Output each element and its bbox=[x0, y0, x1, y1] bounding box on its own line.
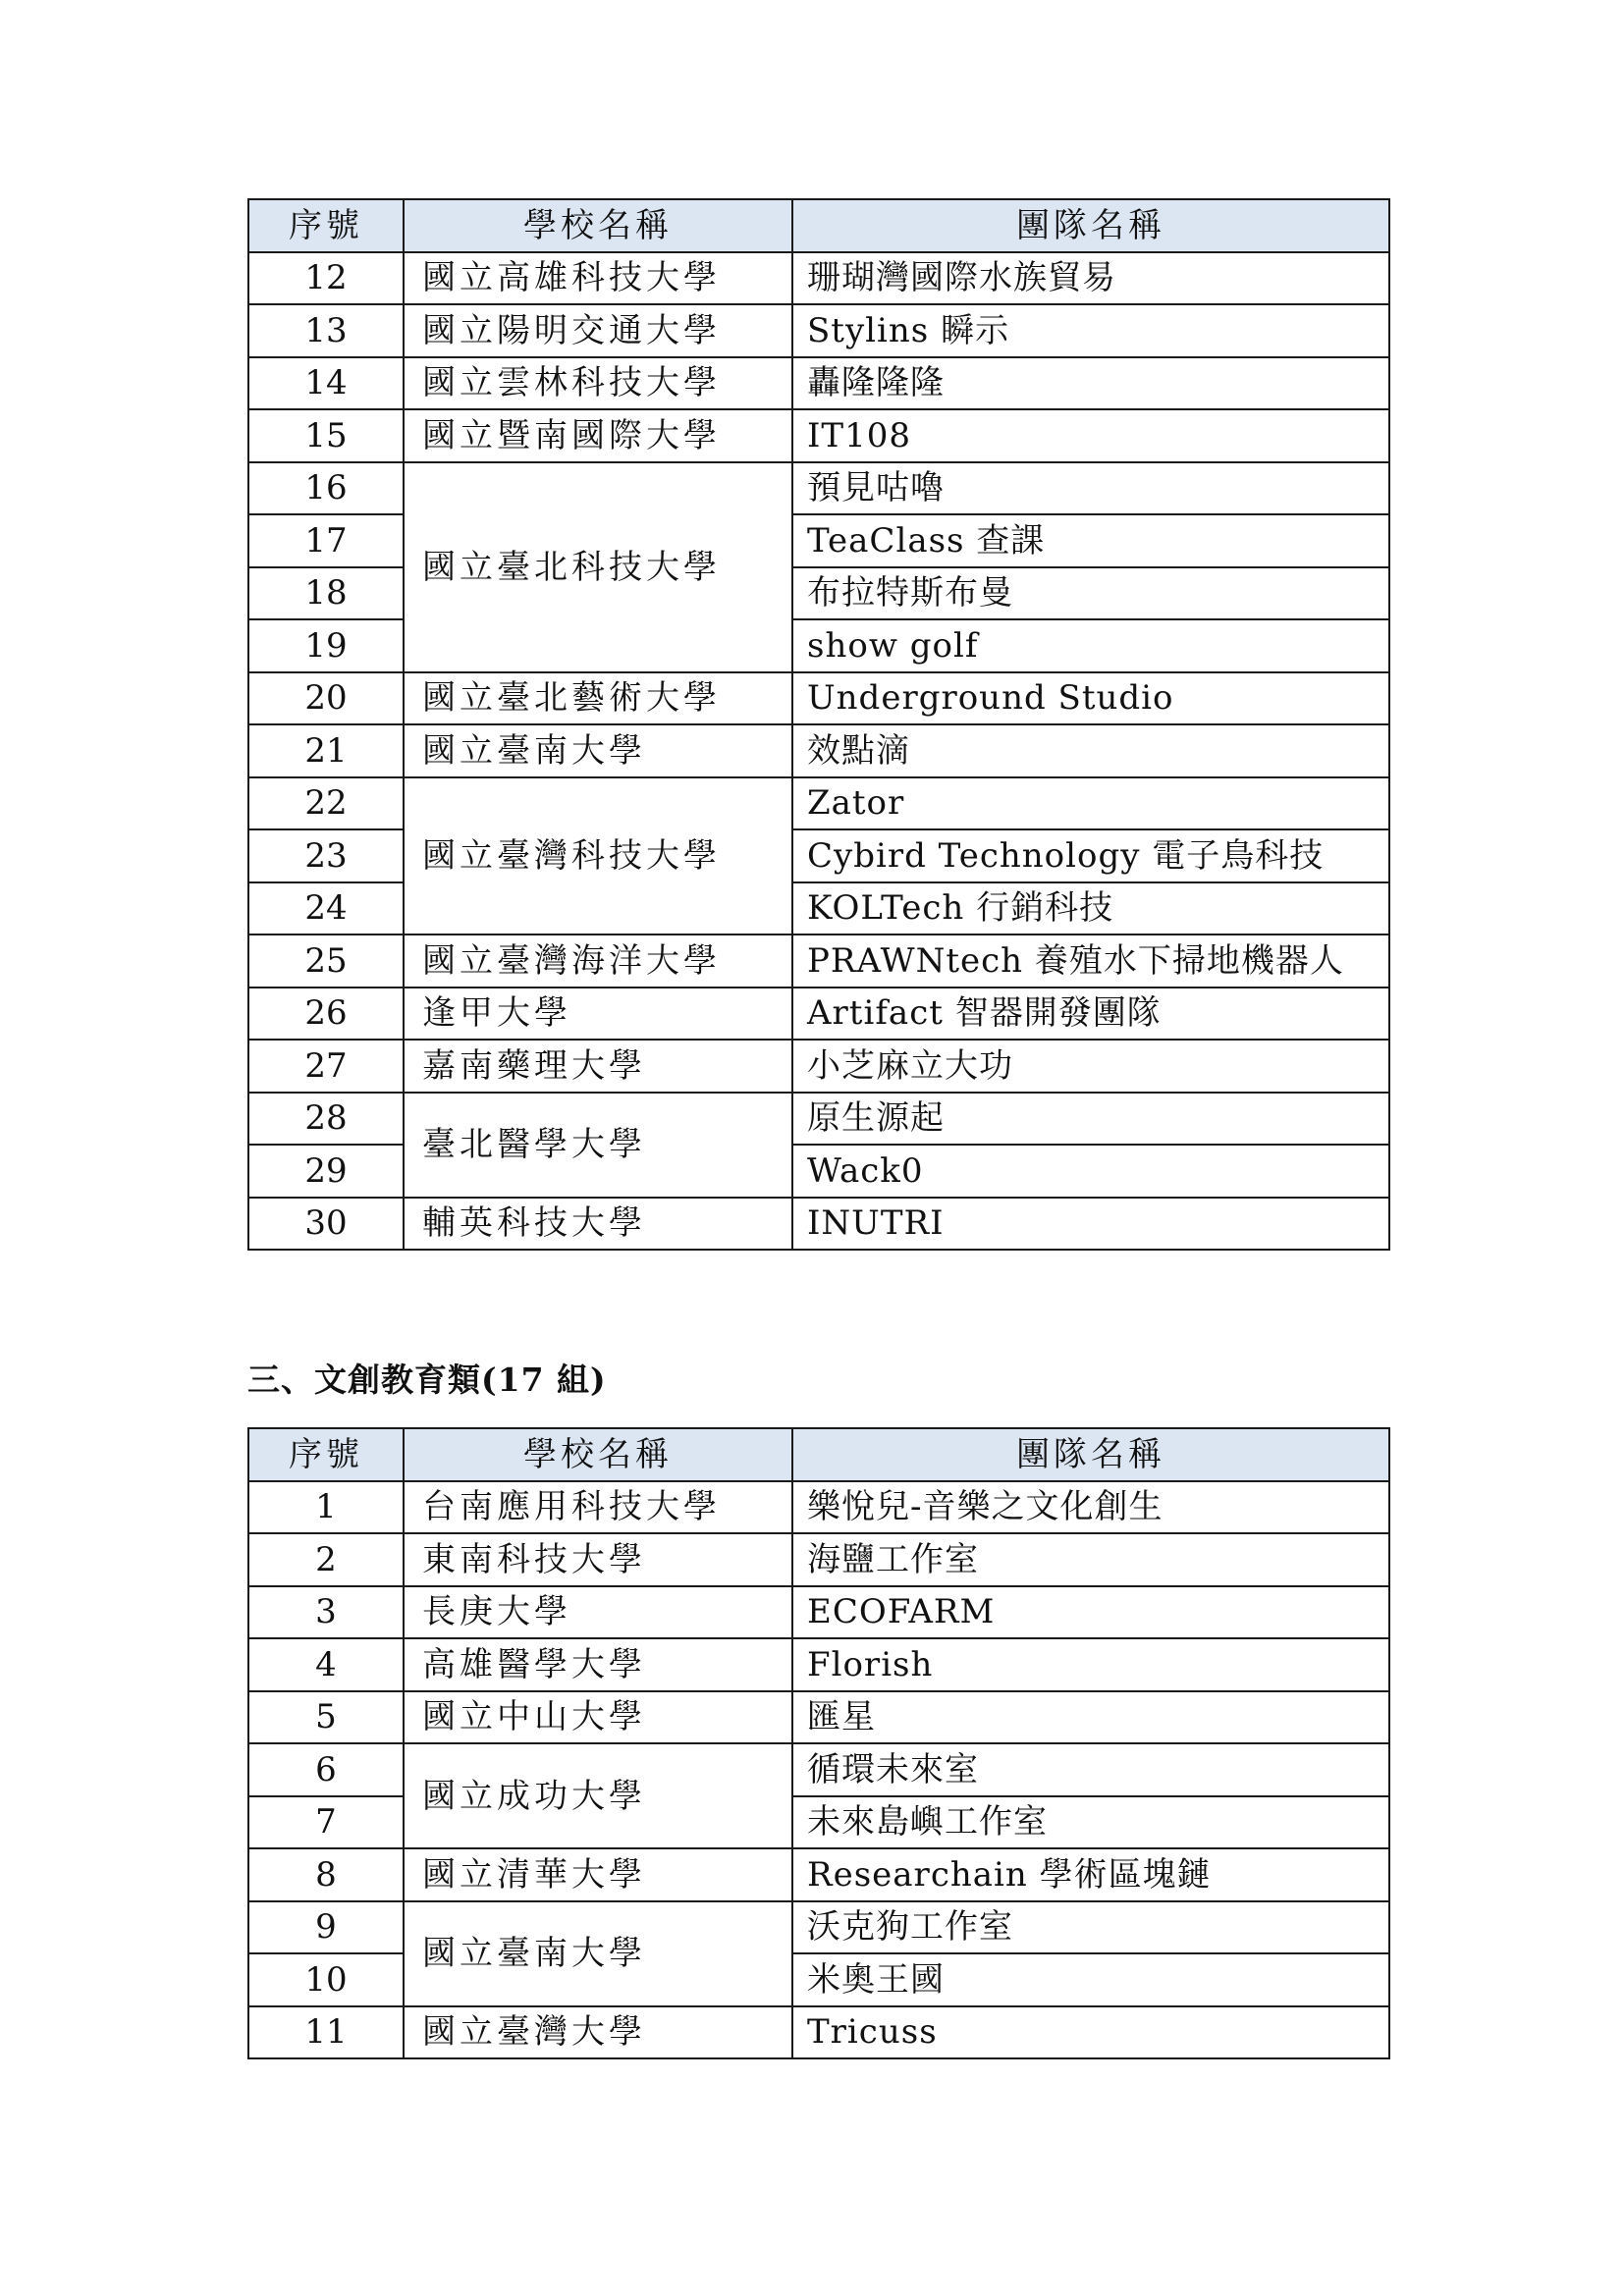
team-table-top bbox=[247, 198, 1390, 1251]
team-name-cell: 沃克狗工作室 bbox=[792, 1901, 1389, 1954]
team-name-cell: PRAWNtech 養殖水下掃地機器人 bbox=[792, 934, 1389, 988]
school-name-cell: 東南科技大學 bbox=[404, 1533, 792, 1586]
table-header-row bbox=[248, 1428, 1389, 1481]
team-name-cell: Cybird Technology 電子鳥科技 bbox=[792, 829, 1389, 882]
serial-number-cell: 18 bbox=[248, 567, 404, 620]
header-team-name: 團隊名稱 bbox=[792, 1428, 1389, 1481]
serial-number-cell: 11 bbox=[248, 2006, 404, 2059]
team-name-cell: 小芝麻立大功 bbox=[792, 1040, 1389, 1093]
team-name-cell: 米奧王國 bbox=[792, 1953, 1389, 2006]
serial-number-cell: 1 bbox=[248, 1481, 404, 1534]
team-name-cell: Zator bbox=[792, 777, 1389, 830]
serial-number-cell: 19 bbox=[248, 619, 404, 672]
school-name-cell: 國立臺南大學 bbox=[404, 724, 792, 777]
table-row bbox=[248, 252, 1389, 305]
school-name-cell: 國立雲林科技大學 bbox=[404, 357, 792, 410]
school-name-cell: 國立陽明交通大學 bbox=[404, 304, 792, 357]
header-school-name: 學校名稱 bbox=[404, 199, 792, 252]
school-name-cell: 高雄醫學大學 bbox=[404, 1638, 792, 1691]
serial-number-cell: 27 bbox=[248, 1040, 404, 1093]
team-name-cell: INUTRI bbox=[792, 1198, 1389, 1251]
table-row bbox=[248, 1481, 1389, 1534]
serial-number-cell: 20 bbox=[248, 672, 404, 725]
school-name-cell: 臺北醫學大學 bbox=[404, 1093, 792, 1198]
table-row bbox=[248, 1901, 1389, 1954]
serial-number-cell: 8 bbox=[248, 1848, 404, 1901]
school-name-cell: 國立臺灣科技大學 bbox=[404, 777, 792, 935]
team-name-cell: ECOFARM bbox=[792, 1586, 1389, 1639]
school-name-cell: 逢甲大學 bbox=[404, 988, 792, 1041]
team-table-top-body bbox=[248, 252, 1389, 1251]
team-name-cell: Stylins 瞬示 bbox=[792, 304, 1389, 357]
table-row bbox=[248, 409, 1389, 462]
serial-number-cell: 30 bbox=[248, 1198, 404, 1251]
team-name-cell: show golf bbox=[792, 619, 1389, 672]
serial-number-cell: 13 bbox=[248, 304, 404, 357]
header-serial-number: 序號 bbox=[248, 199, 404, 252]
school-name-cell: 國立清華大學 bbox=[404, 1848, 792, 1901]
serial-number-cell: 26 bbox=[248, 988, 404, 1041]
school-name-cell: 國立臺北科技大學 bbox=[404, 462, 792, 672]
school-name-cell: 國立高雄科技大學 bbox=[404, 252, 792, 305]
team-name-cell: 海鹽工作室 bbox=[792, 1533, 1389, 1586]
serial-number-cell: 23 bbox=[248, 829, 404, 882]
serial-number-cell: 21 bbox=[248, 724, 404, 777]
team-name-cell: Artifact 智器開發團隊 bbox=[792, 988, 1389, 1041]
table-row bbox=[248, 988, 1389, 1041]
serial-number-cell: 7 bbox=[248, 1796, 404, 1849]
team-name-cell: Wack0 bbox=[792, 1145, 1389, 1198]
serial-number-cell: 5 bbox=[248, 1691, 404, 1744]
team-name-cell: 匯星 bbox=[792, 1691, 1389, 1744]
team-name-cell: 珊瑚灣國際水族貿易 bbox=[792, 252, 1389, 305]
school-name-cell: 嘉南藥理大學 bbox=[404, 1040, 792, 1093]
team-name-cell: 樂悅兒-音樂之文化創生 bbox=[792, 1481, 1389, 1534]
serial-number-cell: 22 bbox=[248, 777, 404, 830]
serial-number-cell: 2 bbox=[248, 1533, 404, 1586]
table-row bbox=[248, 357, 1389, 410]
team-name-cell: 預見咕嚕 bbox=[792, 462, 1389, 515]
header-school-name: 學校名稱 bbox=[404, 1428, 792, 1481]
team-name-cell: KOLTech 行銷科技 bbox=[792, 882, 1389, 935]
table-row bbox=[248, 672, 1389, 725]
team-name-cell: 未來島嶼工作室 bbox=[792, 1796, 1389, 1849]
serial-number-cell: 29 bbox=[248, 1145, 404, 1198]
table-row bbox=[248, 777, 1389, 830]
school-name-cell: 輔英科技大學 bbox=[404, 1198, 792, 1251]
team-name-cell: 效點滴 bbox=[792, 724, 1389, 777]
table-row bbox=[248, 2006, 1389, 2059]
school-name-cell: 國立中山大學 bbox=[404, 1691, 792, 1744]
table-row bbox=[248, 1848, 1389, 1901]
school-name-cell: 台南應用科技大學 bbox=[404, 1481, 792, 1534]
serial-number-cell: 10 bbox=[248, 1953, 404, 2006]
team-table-bottom bbox=[247, 1427, 1390, 2059]
team-name-cell: 循環未來室 bbox=[792, 1743, 1389, 1796]
header-team-name: 團隊名稱 bbox=[792, 199, 1389, 252]
table-row bbox=[248, 1533, 1389, 1586]
table-row bbox=[248, 1040, 1389, 1093]
serial-number-cell: 12 bbox=[248, 252, 404, 305]
serial-number-cell: 9 bbox=[248, 1901, 404, 1954]
serial-number-cell: 3 bbox=[248, 1586, 404, 1639]
serial-number-cell: 17 bbox=[248, 514, 404, 567]
table-row bbox=[248, 1638, 1389, 1691]
serial-number-cell: 24 bbox=[248, 882, 404, 935]
school-name-cell: 國立臺灣大學 bbox=[404, 2006, 792, 2059]
table-row bbox=[248, 304, 1389, 357]
table-row bbox=[248, 1691, 1389, 1744]
team-name-cell: Florish bbox=[792, 1638, 1389, 1691]
table-row bbox=[248, 462, 1389, 515]
serial-number-cell: 4 bbox=[248, 1638, 404, 1691]
team-name-cell: 布拉特斯布曼 bbox=[792, 567, 1389, 620]
team-table-bottom-body bbox=[248, 1481, 1389, 2059]
serial-number-cell: 14 bbox=[248, 357, 404, 410]
team-name-cell: 轟隆隆隆 bbox=[792, 357, 1389, 410]
serial-number-cell: 15 bbox=[248, 409, 404, 462]
serial-number-cell: 6 bbox=[248, 1743, 404, 1796]
team-name-cell: Tricuss bbox=[792, 2006, 1389, 2059]
serial-number-cell: 25 bbox=[248, 934, 404, 988]
table-header-row bbox=[248, 199, 1389, 252]
table-row bbox=[248, 1743, 1389, 1796]
school-name-cell: 國立臺南大學 bbox=[404, 1901, 792, 2006]
serial-number-cell: 16 bbox=[248, 462, 404, 515]
table-row bbox=[248, 934, 1389, 988]
table-row bbox=[248, 1198, 1389, 1251]
school-name-cell: 國立成功大學 bbox=[404, 1743, 792, 1848]
section-heading-cultural-education: 三、文創教育類(17 組) bbox=[247, 1361, 607, 1399]
team-name-cell: IT108 bbox=[792, 409, 1389, 462]
team-name-cell: TeaClass 查課 bbox=[792, 514, 1389, 567]
school-name-cell: 國立臺灣海洋大學 bbox=[404, 934, 792, 988]
team-name-cell: 原生源起 bbox=[792, 1093, 1389, 1146]
school-name-cell: 長庚大學 bbox=[404, 1586, 792, 1639]
serial-number-cell: 28 bbox=[248, 1093, 404, 1146]
team-name-cell: Researchain 學術區塊鏈 bbox=[792, 1848, 1389, 1901]
school-name-cell: 國立臺北藝術大學 bbox=[404, 672, 792, 725]
school-name-cell: 國立暨南國際大學 bbox=[404, 409, 792, 462]
table-row bbox=[248, 1093, 1389, 1146]
table-row bbox=[248, 724, 1389, 777]
team-name-cell: Underground Studio bbox=[792, 672, 1389, 725]
header-serial-number: 序號 bbox=[248, 1428, 404, 1481]
table-row bbox=[248, 1586, 1389, 1639]
